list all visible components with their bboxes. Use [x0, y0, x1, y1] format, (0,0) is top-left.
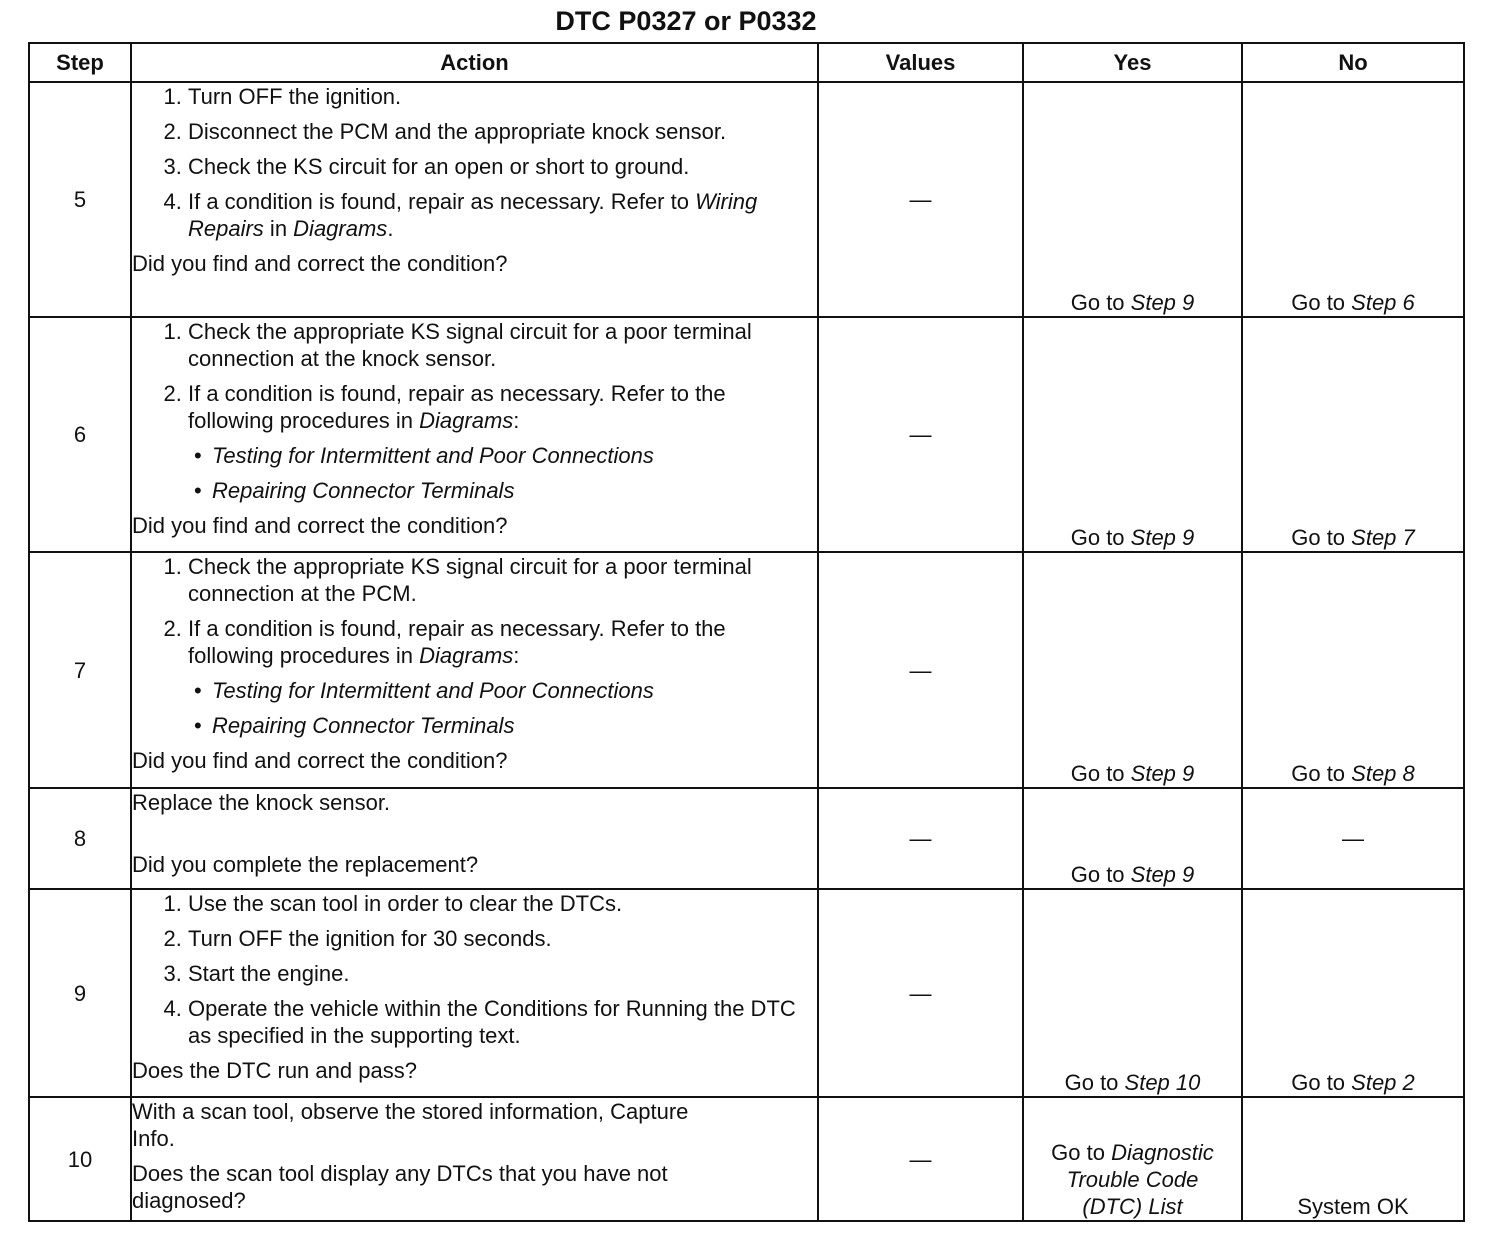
action-cell [131, 317, 818, 552]
yes-dtc-list-link[interactable]: Diagnostic Trouble Code (DTC) List [1066, 1140, 1214, 1219]
table-row [29, 552, 1464, 788]
list-item: • Repairing Connector Terminals [188, 712, 817, 739]
step-question: Did you find and correct the condition? [132, 251, 508, 276]
step-number: 8 [29, 788, 131, 889]
table-row [29, 1097, 1464, 1221]
action-list [132, 890, 817, 1049]
list-item: 4. Operate the vehicle within the Conditions for Running the DTC as specified in the supporting text. [188, 995, 817, 1049]
header-step: Step [29, 43, 131, 82]
values-cell: — [818, 889, 1023, 1097]
action-cell [131, 889, 818, 1097]
no-cell: Go to Step 2 [1242, 889, 1464, 1097]
yes-step-link[interactable]: Step 9 [1130, 761, 1195, 786]
values-cell: — [818, 317, 1023, 552]
list-item: • Repairing Connector Terminals [188, 477, 817, 504]
table-row [29, 889, 1464, 1097]
action-list [132, 553, 817, 739]
step-number: 10 [29, 1097, 131, 1221]
list-item: 2. If a condition is found, repair as necessary. Refer to the following procedures in Diagrams: • Testing for Intermittent and Poor Connections • Repairing Connector Terminals [188, 380, 817, 504]
no-cell: Go to Step 8 [1242, 552, 1464, 788]
step-question: Did you find and correct the condition? [132, 513, 508, 538]
no-step-link[interactable]: Step 8 [1351, 761, 1415, 786]
list-item: 2. If a condition is found, repair as necessary. Refer to the following procedures in Diagrams: • Testing for Intermittent and Poor Connections • Repairing Connector Terminals [188, 615, 817, 739]
yes-cell: Go to Step 9 [1023, 788, 1242, 889]
action-cell [131, 788, 818, 889]
list-item: 1. Use the scan tool in order to clear the DTCs. [188, 890, 817, 917]
action-cell [131, 552, 818, 788]
action-list [132, 318, 817, 504]
procedure-list [188, 442, 817, 504]
header-action: Action [131, 43, 818, 82]
values-cell: — [818, 82, 1023, 317]
action-list [132, 83, 817, 242]
header-values: Values [818, 43, 1023, 82]
reference-link: Diagrams [419, 643, 514, 668]
list-item: 4. If a condition is found, repair as necessary. Refer to Wiring Repairs in Diagrams. [188, 188, 817, 242]
action-text: With a scan tool, observe the stored information, Capture Info. [132, 1099, 689, 1151]
values-cell: — [818, 552, 1023, 788]
procedure-list [188, 677, 817, 739]
action-cell [131, 1097, 818, 1221]
no-step-link[interactable]: Step 7 [1351, 525, 1415, 550]
header-yes: Yes [1023, 43, 1242, 82]
yes-step-link[interactable]: Step 9 [1130, 862, 1195, 887]
list-item: • Testing for Intermittent and Poor Connections [188, 677, 817, 704]
no-cell: Go to Step 6 [1242, 82, 1464, 317]
table-row [29, 788, 1464, 889]
step-number: 9 [29, 889, 131, 1097]
yes-cell: Go to Step 9 [1023, 552, 1242, 788]
action-text: Replace the knock sensor. [132, 790, 391, 815]
step-question: Does the DTC run and pass? [132, 1058, 417, 1083]
header-row [29, 43, 1464, 82]
action-cell [131, 82, 818, 317]
reference-link: Wiring Repairs [188, 189, 758, 241]
step-number: 6 [29, 317, 131, 552]
reference-link: Diagrams [293, 216, 388, 241]
values-cell: — [818, 788, 1023, 889]
no-step-link[interactable]: Step 6 [1351, 290, 1415, 315]
step-number: 7 [29, 552, 131, 788]
yes-cell: Go to Step 10 [1023, 889, 1242, 1097]
reference-link: Diagrams [419, 408, 514, 433]
yes-cell: Go to Diagnostic Trouble Code (DTC) List [1023, 1097, 1242, 1221]
yes-step-link[interactable]: Step 9 [1130, 525, 1195, 550]
step-question: Did you complete the replacement? [132, 852, 479, 877]
no-step-link[interactable]: Step 2 [1351, 1070, 1415, 1095]
yes-cell: Go to Step 9 [1023, 82, 1242, 317]
list-item: 1. Check the appropriate KS signal circuit for a poor terminal connection at the knock sensor. [188, 318, 817, 372]
diagnostic-table [28, 42, 1465, 1222]
list-item: • Testing for Intermittent and Poor Connections [188, 442, 817, 469]
list-item: 3. Check the KS circuit for an open or short to ground. [188, 153, 817, 180]
yes-step-link[interactable]: Step 10 [1124, 1070, 1201, 1095]
yes-cell: Go to Step 9 [1023, 317, 1242, 552]
no-cell: System OK [1242, 1097, 1464, 1221]
step-question: Does the scan tool display any DTCs that you have not diagnosed? [132, 1161, 668, 1213]
table-row [29, 317, 1464, 552]
page-title: DTC P0327 or P0332 [555, 6, 817, 36]
no-cell: Go to Step 7 [1242, 317, 1464, 552]
values-cell: — [818, 1097, 1023, 1221]
list-item: 1. Turn OFF the ignition. [188, 83, 817, 110]
table-row [29, 82, 1464, 317]
yes-step-link[interactable]: Step 9 [1130, 290, 1195, 315]
header-no: No [1242, 43, 1464, 82]
step-number: 5 [29, 82, 131, 317]
list-item: 2. Turn OFF the ignition for 30 seconds. [188, 925, 817, 952]
list-item: 1. Check the appropriate KS signal circuit for a poor terminal connection at the PCM. [188, 553, 817, 607]
list-item: 2. Disconnect the PCM and the appropriate knock sensor. [188, 118, 817, 145]
no-cell: — [1242, 788, 1464, 889]
list-item: 3. Start the engine. [188, 960, 817, 987]
step-question: Did you find and correct the condition? [132, 748, 508, 773]
